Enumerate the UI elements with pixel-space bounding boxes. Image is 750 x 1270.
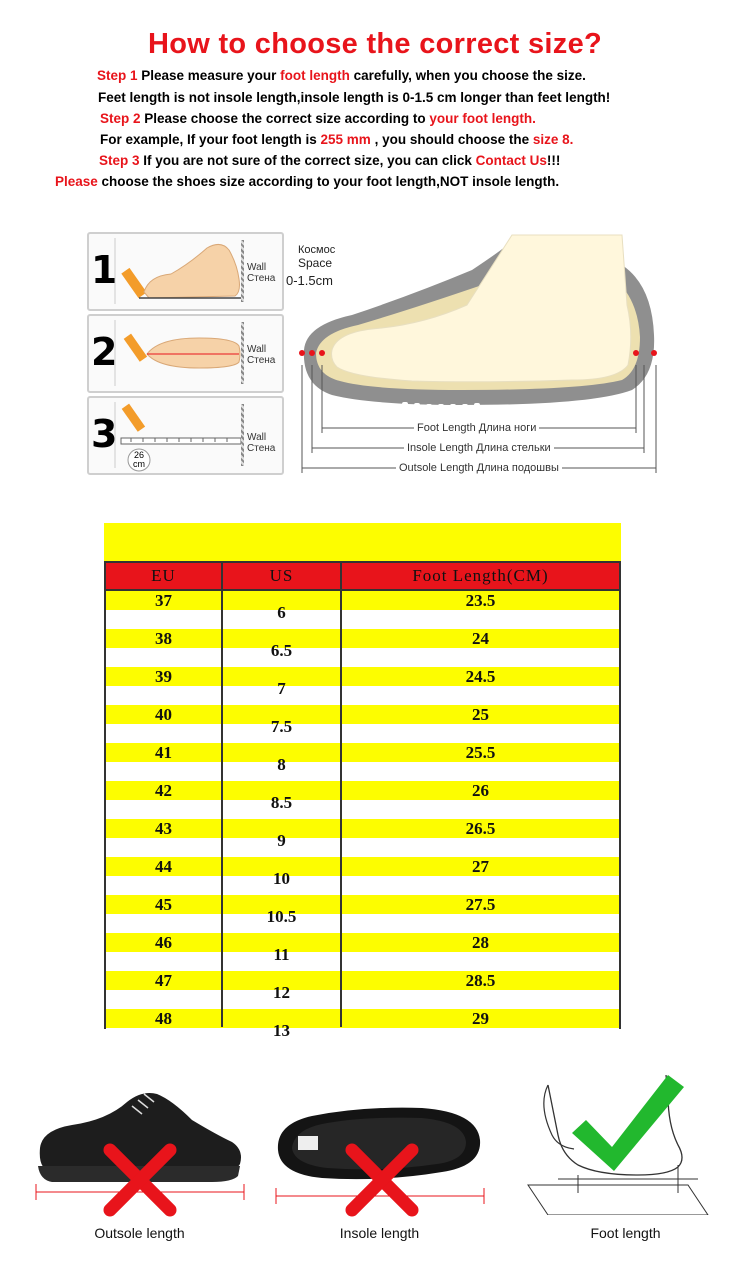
instruction-step1 — [97, 68, 586, 83]
outsole-length-label: Outsole Length Длина подошвы — [396, 462, 562, 474]
table-top-band — [104, 523, 621, 561]
table-row — [106, 971, 619, 1009]
foot-length-cell: 29 — [472, 1009, 489, 1028]
foot-length-cell: 25 — [472, 705, 489, 724]
table-header — [106, 561, 619, 591]
foot-length-cell: 27 — [472, 857, 489, 876]
ruler-unit: cm — [133, 459, 145, 469]
us-cell: 6 — [277, 603, 286, 622]
eu-cell: 40 — [155, 705, 172, 724]
us-cell: 10 — [273, 869, 290, 888]
eu-cell: 42 — [155, 781, 172, 800]
wall-bar — [241, 240, 244, 302]
foot-length-label: Foot Length Длина ноги — [414, 422, 539, 434]
wall-en: Wall — [247, 262, 267, 273]
step3-text-end: !!! — [546, 153, 561, 168]
eu-cell: 48 — [155, 1009, 172, 1028]
us-cell: 6.5 — [270, 641, 293, 660]
table-row — [106, 819, 619, 857]
foot-length-cell: 23.5 — [465, 591, 496, 610]
space-label — [298, 244, 335, 271]
instruction-example — [100, 132, 573, 147]
example-size: size 8. — [532, 132, 574, 147]
instruction-please — [55, 174, 559, 189]
table-row — [106, 895, 619, 933]
eu-cell: 45 — [155, 895, 172, 914]
us-cell: 12 — [273, 983, 290, 1002]
foot-length-cell: 24 — [472, 629, 489, 648]
step2-highlight: your foot length. — [429, 111, 536, 126]
table-row — [106, 705, 619, 743]
wall-label — [247, 344, 275, 366]
foot-length-cell: 28.5 — [465, 971, 496, 990]
step3-text: If you are not sure of the correct size, you can click — [139, 153, 476, 168]
header-eu: EU — [151, 566, 176, 585]
foot-length-cell: 26 — [472, 781, 489, 800]
table-row — [106, 743, 619, 781]
header-foot-length: Foot Length(CM) — [412, 566, 549, 585]
eu-cell: 46 — [155, 933, 172, 952]
us-cell: 9 — [277, 831, 286, 850]
foot-measure-sketch — [518, 1075, 718, 1215]
us-cell: 10.5 — [266, 907, 297, 926]
instruction-step3 — [99, 153, 560, 168]
ruler-value: 26 — [133, 450, 144, 460]
wall-en: Wall — [247, 432, 267, 443]
gap-label: 0-1.5cm — [286, 273, 333, 288]
cross-icon — [100, 1140, 180, 1220]
foot-length-caption: Foot length — [590, 1225, 661, 1241]
foot-length-cell: 27.5 — [465, 895, 496, 914]
us-cell: 13 — [273, 1021, 290, 1040]
insole-length-caption: Insole length — [339, 1225, 420, 1241]
eu-cell: 38 — [155, 629, 172, 648]
step1-highlight: foot length — [280, 68, 350, 83]
step3-label: Step 3 — [99, 153, 140, 168]
us-cell: 8.5 — [270, 793, 293, 812]
step1-text-end: carefully, when you choose the size. — [349, 68, 586, 83]
wall-en: Wall — [247, 344, 267, 355]
us-cell: 7 — [277, 679, 286, 698]
step-number: 2 — [91, 330, 118, 374]
step2-label: Step 2 — [100, 111, 141, 126]
example-mm: 255 mm — [320, 132, 371, 147]
space-ru: Космос — [298, 244, 336, 256]
foot-length-cell: 28 — [472, 933, 489, 952]
ruler-readout — [132, 451, 146, 469]
table-row — [106, 629, 619, 667]
contact-us-link[interactable]: Contact Us — [475, 153, 547, 168]
eu-cell: 47 — [155, 971, 172, 990]
step2-text: Please choose the correct size according to — [140, 111, 430, 126]
step1-label: Step 1 — [97, 68, 138, 83]
us-cell: 8 — [277, 755, 286, 774]
outsole-length-caption: Outsole length — [94, 1225, 185, 1241]
table-row — [106, 857, 619, 895]
please-label: Please — [55, 174, 98, 189]
wall-label — [247, 432, 275, 454]
eu-cell: 39 — [155, 667, 172, 686]
measure-step-1 — [87, 232, 284, 311]
cross-icon — [342, 1140, 422, 1220]
table-row — [106, 933, 619, 971]
column-divider — [221, 561, 223, 1027]
wall-ru: Стена — [247, 355, 276, 366]
example-text: For example, If your foot length is — [100, 132, 321, 147]
eu-cell: 44 — [155, 857, 172, 876]
table-row — [106, 781, 619, 819]
wall-label — [247, 262, 275, 284]
foot-length-cell: 25.5 — [465, 743, 496, 762]
step-number: 3 — [91, 412, 118, 456]
page-title: How to choose the correct size? — [147, 28, 603, 60]
insole-note-text: Feet length is not insole length,insole length is 0-1.5 cm longer than feet length! — [98, 90, 611, 105]
us-cell: 11 — [273, 945, 290, 964]
table-row — [106, 667, 619, 705]
us-cell: 7.5 — [270, 717, 293, 736]
instruction-step2 — [100, 111, 536, 126]
column-divider — [340, 561, 342, 1027]
step1-text: Please measure your — [137, 68, 281, 83]
size-table — [104, 561, 621, 1040]
measure-step-3 — [87, 396, 284, 475]
insole-length-label: Insole Length Длина стельки — [404, 442, 554, 454]
instruction-insole-note — [98, 90, 610, 105]
eu-cell: 43 — [155, 819, 172, 838]
measure-step-2 — [87, 314, 284, 393]
wall-bar — [241, 322, 244, 384]
table-row — [106, 1009, 619, 1047]
eu-cell: 41 — [155, 743, 172, 762]
foot-length-cell: 26.5 — [465, 819, 496, 838]
table-row — [106, 591, 619, 629]
wall-bar — [241, 404, 244, 466]
space-en: Space — [298, 256, 333, 270]
header-us: US — [269, 566, 294, 585]
foot-length-cell: 24.5 — [465, 667, 496, 686]
please-text: choose the shoes size according to your foot length,NOT insole length. — [97, 174, 560, 189]
wall-ru: Стена — [247, 273, 276, 284]
wall-ru: Стена — [247, 443, 276, 454]
eu-cell: 37 — [155, 591, 172, 610]
step-number: 1 — [91, 248, 118, 292]
example-text-mid: , you should choose the — [370, 132, 533, 147]
